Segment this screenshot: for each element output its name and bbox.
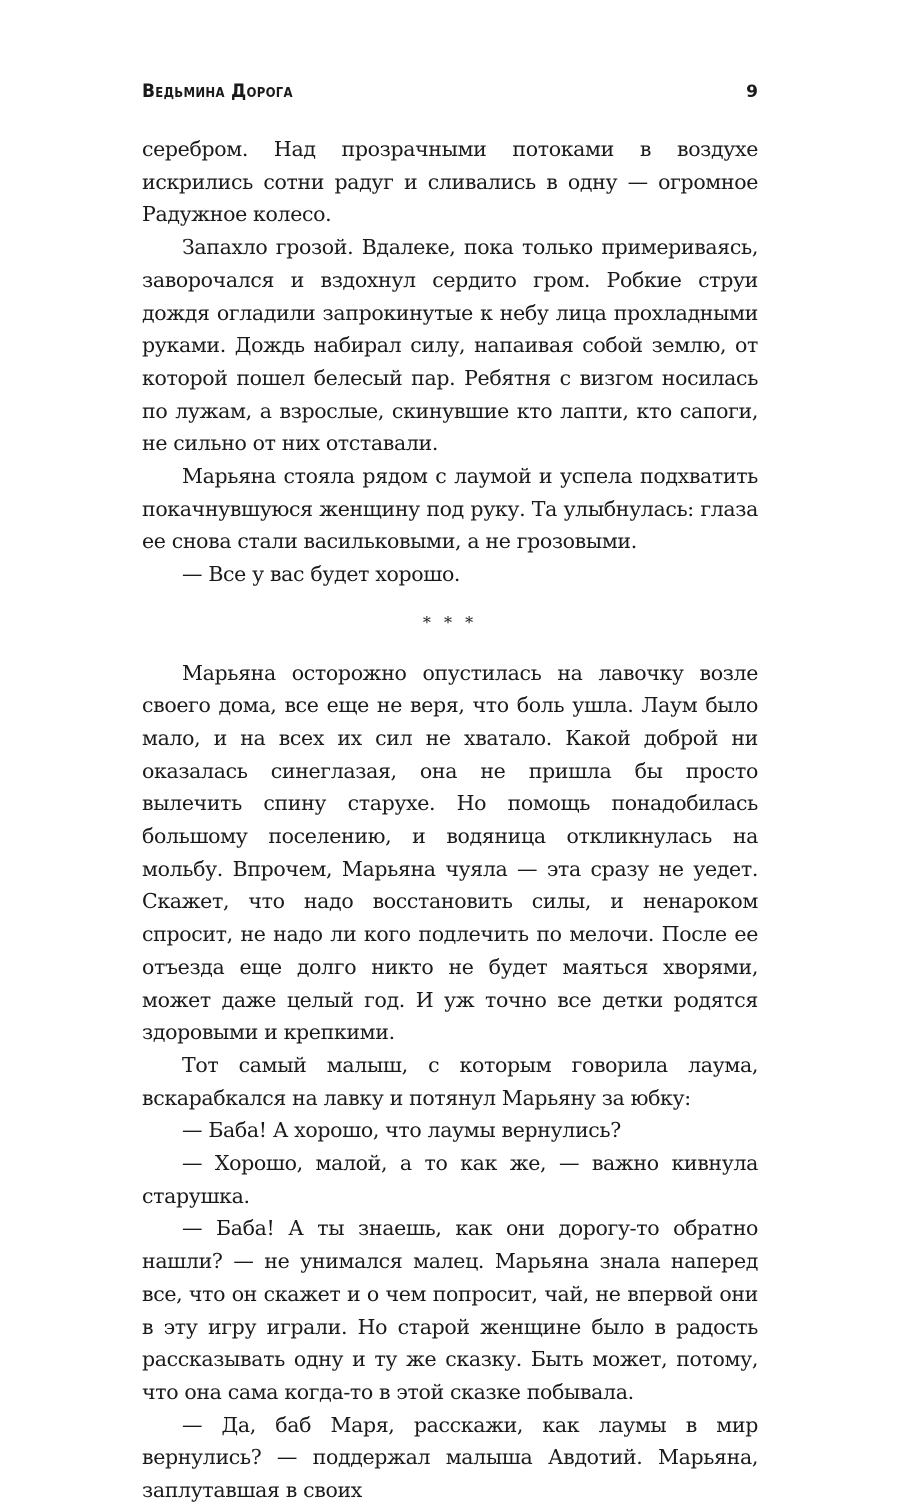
paragraph: Тот самый малыш, с которым говорила лаума, вскарабкался на лавку и потянул Марьяну за юбку: (142, 1052, 758, 1110)
paragraph: Запахло грозой. Вдалеке, пока только примериваясь, заворочался и вздохнул сердито гром. Робкие струи дождя огладили запрокинутые к небу лица прохладными руками. Дождь набирал силу, напаивая собой землю, от которой пошел белесый пар. Ребятня с визгом носилась по лужам, а взрослые, скинувшие кто лапти, кто сапоги, не сильно от них отставали. (142, 235, 758, 456)
body-text (142, 133, 758, 1507)
paragraph: Марьяна осторожно опустилась на лавочку возле своего дома, все еще не веря, что боль ушла. Лаум было мало, и на всех их сил не хватало. Какой доброй ни оказалась синеглазая, она не пришла бы просто вылечить спину старухе. Но помощь понадобилась большому поселению, и водяница откликнулась на мольбу. Впрочем, Марьяна чуяла — эта сразу не уедет. Скажет, что надо восстановить силы, и ненароком спросит, не надо ли кого подлечить по мелочи. После ее отъезда еще долго никто не будет маяться хворями, может даже целый год. И уж точно все детки родятся здоровыми и крепкими. (142, 660, 758, 1045)
section-separator: * * * (422, 612, 478, 632)
paragraph: Марьяна стояла рядом с лаумой и успела подхватить покачнувшуюся женщину под руку. Та улыбнулась: глаза ее снова стали васильковыми, а не грозовыми. (142, 464, 758, 554)
running-head (142, 80, 758, 120)
paragraph: серебром. Над прозрачными потоками в воздухе искрились сотни радуг и сливались в одну — огромное Радужное колесо. (142, 137, 758, 227)
dialogue-line: — Да, баб Маря, расскажи, как лаумы в мир вернулись? — поддержал малыша Авдотий. Марьяна, заплутавшая в своих (142, 1412, 758, 1503)
dialogue-line: — Баба! А ты знаешь, как они дорогу-то обратно нашли? — не унимался малец. Марьяна знала наперед все, что он скажет и о чем попросит, чай, не впервой они в эту игру играли. Но старой женщине было в радость рассказывать одну и ту же сказку. Быть может, потому, что она сама когда-то в этой сказке побывала. (142, 1216, 758, 1404)
book-page (142, 80, 758, 1507)
dialogue-line: — Хорошо, малой, а то как же, — важно кивнула старушка. (142, 1151, 758, 1208)
dialogue-line: — Все у вас будет хорошо. (182, 562, 461, 587)
page-number: 9 (746, 82, 758, 102)
dialogue-line: — Баба! А хорошо, что лаумы вернулись? (182, 1118, 621, 1143)
book-title: Ведьмина Дорога (142, 80, 293, 102)
